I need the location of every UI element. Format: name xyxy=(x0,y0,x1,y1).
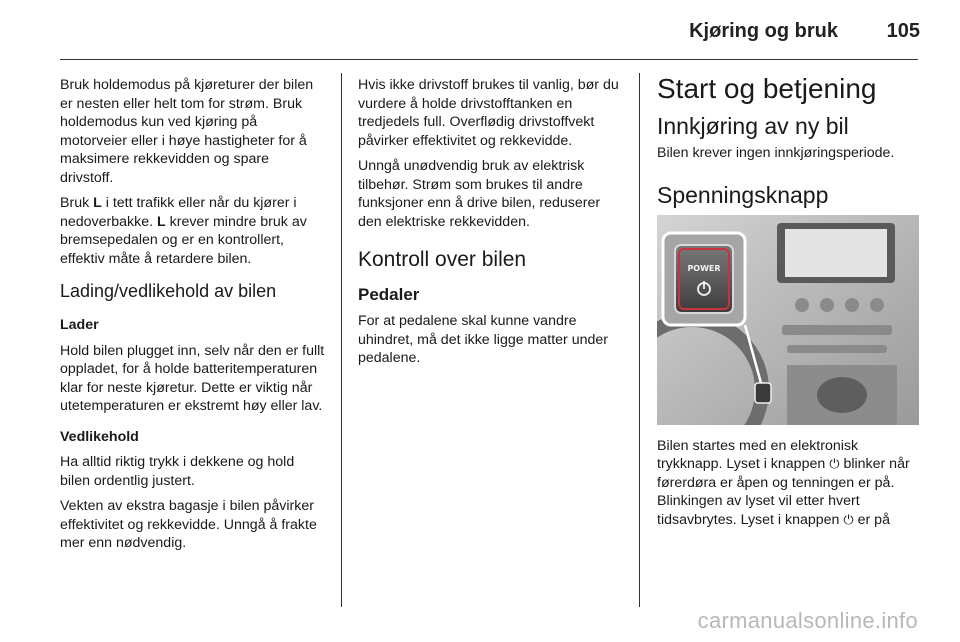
text-segment: Bilen startes med en elektronisk trykknapp. Lyset i knappen xyxy=(657,437,859,472)
paragraph-maintenance: Ha alltid riktig trykk i dekkene og hold bilen ordentlig justert. xyxy=(60,454,295,489)
header-rule xyxy=(60,59,918,60)
paragraph-break-in: Bilen krever ingen innkjøringsperiode. xyxy=(657,145,895,161)
column-divider-1 xyxy=(341,73,342,607)
paragraph-fuel: Hvis ikke drivstoff brukes til vanlig, bør du vurdere å holde drivstofftanken en tredjedels full. Overflødig drivstoffvekt påvirker effektivitet og rekkevidde. xyxy=(358,77,619,149)
page-number: 105 xyxy=(886,20,920,42)
heading-power-button: Spenningsknapp xyxy=(657,181,829,208)
subheading-maintenance: Vedlikehold xyxy=(60,428,139,445)
paragraph-l-mode xyxy=(60,194,325,268)
paragraph-pedals: For at pedalene skal kunne vandre uhindret, må det ikke ligge matter under pedalene. xyxy=(358,313,608,366)
power-symbol-icon: ⏻ xyxy=(829,456,840,471)
text-segment: er på xyxy=(853,511,890,528)
heading-vehicle-control: Kontroll over bilen xyxy=(358,248,527,271)
power-symbol-icon: ⏻ xyxy=(843,511,854,527)
paragraph-accessories: Unngå unødvendig bruk av elektrisk tilbehør. Strøm som brukes til andre funksjoner enn å drive bilen, reduserer den elektriske rekkevidden. xyxy=(358,158,601,230)
column-1 xyxy=(60,76,325,560)
page-header-title: Kjøring og bruk xyxy=(689,20,838,42)
key-l: L xyxy=(157,213,166,230)
column-3 xyxy=(657,72,921,536)
key-l: L xyxy=(93,195,102,211)
text-segment: i tett trafikk eller når du kjører i nedoverbakke. xyxy=(60,195,297,230)
heading-break-in: Innkjøring av ny bil xyxy=(657,113,849,139)
power-label: POWER xyxy=(687,263,721,273)
subheading-pedals: Pedaler xyxy=(358,285,420,304)
heading-start-operation: Start og betjening xyxy=(657,73,877,104)
text-segment: krever mindre bruk av bremsepedalen og er en kontrollert, effektiv måte å retardere bilen. xyxy=(60,213,307,267)
column-divider-2 xyxy=(639,73,640,607)
heading-charging-maintenance: Lading/vedlikehold av bilen xyxy=(60,281,277,301)
text-segment: Bruk xyxy=(60,195,94,211)
watermark: carmanualsonline.info xyxy=(697,608,918,633)
paragraph-hold-mode: Bruk holdemodus på kjøreturer der bilen er nesten eller helt tom for strøm. Bruk holdemodus kun ved kjøring på motorveier eller i høye hastigheter for å maksimere rekkevidden og spare drivstoff. xyxy=(60,77,314,186)
paragraph-luggage: Vekten av ekstra bagasje i bilen påvirker effektivitet og rekkevidde. Unngå å frakte mer enn nødvendig. xyxy=(60,498,317,551)
column-2 xyxy=(358,76,626,375)
paragraph-charger: Hold bilen plugget inn, selv når den er fullt oppladet, for å holde batteritemperaturen klar for neste kjøretur. Dette er viktig når utetemperaturen er ekstremt høy eller lav. xyxy=(60,342,325,414)
power-button-illustration xyxy=(657,215,919,425)
paragraph-power-button xyxy=(657,437,921,530)
subheading-charger: Lader xyxy=(60,317,99,333)
text-segment: blinker når førerdøra er åpen og tenningen er på. Blinkingen av lyset vil etter hvert tidsavbrytes. Lyset i knappen xyxy=(657,456,910,528)
